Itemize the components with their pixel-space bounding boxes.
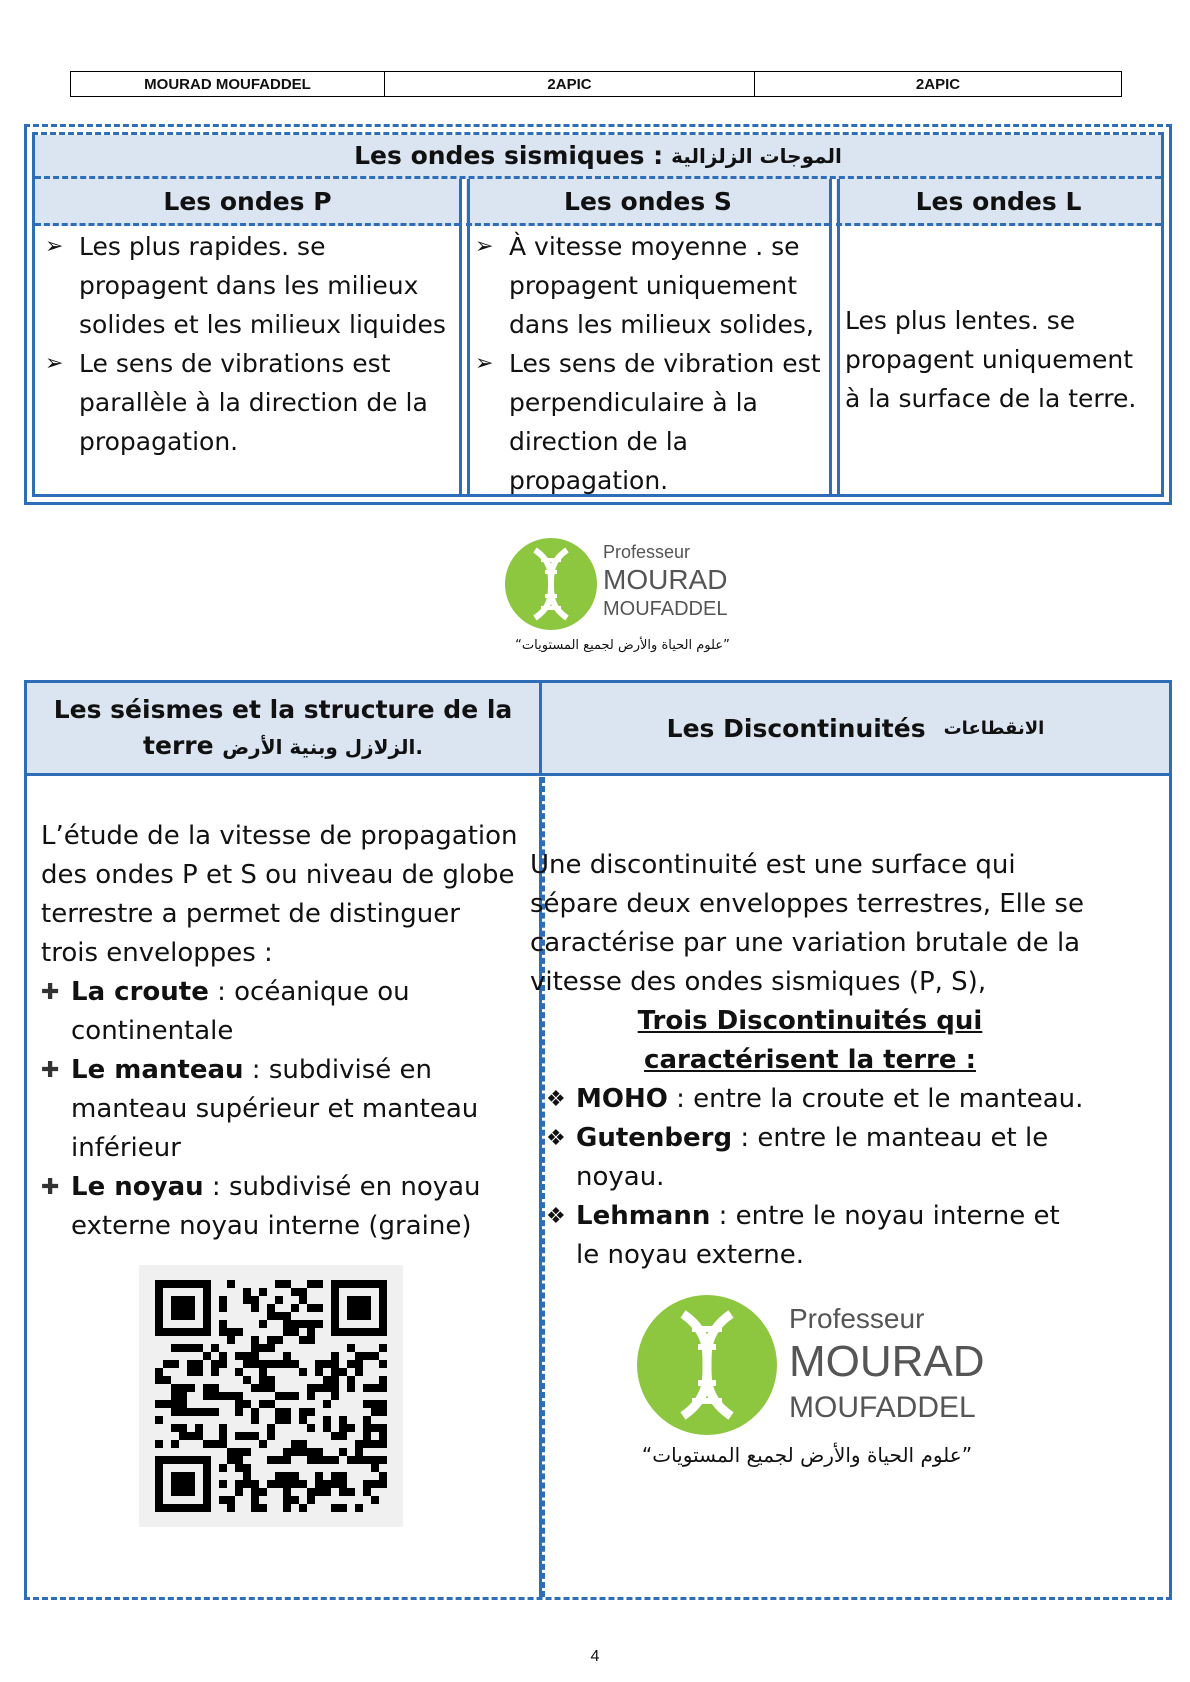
list-item: ❖ Gutenberg : entre le manteau et le noyau. bbox=[530, 1119, 1090, 1197]
logo-name: MOURAD bbox=[603, 564, 728, 595]
arrow-bullet-icon: ➢ bbox=[475, 351, 494, 376]
earth-structure-table bbox=[24, 680, 1172, 1600]
list-item: ➢ Les plus rapides. se propagent dans les milieux solides et les milieux liquides bbox=[45, 227, 455, 344]
seismic-waves-table bbox=[24, 124, 1172, 505]
discontinuities-content bbox=[530, 846, 1090, 1275]
l-waves-heading: Les ondes L bbox=[836, 179, 1161, 226]
column-divider bbox=[459, 179, 470, 494]
s-waves-content bbox=[475, 227, 825, 495]
left-heading bbox=[27, 683, 542, 773]
logo-tagline: ”علوم الحياة والأرض لجميع المستويات“ bbox=[515, 638, 730, 653]
p-waves-heading: Les ondes P bbox=[35, 179, 460, 226]
dna-logo-icon bbox=[505, 538, 597, 630]
arrow-bullet-icon: ➢ bbox=[45, 234, 64, 259]
arrow-bullet-icon: ➢ bbox=[45, 351, 64, 376]
professor-logo bbox=[505, 538, 730, 668]
layers-content bbox=[41, 817, 521, 1246]
s-waves-heading: Les ondes S bbox=[466, 179, 830, 226]
list-item: ➢ À vitesse moyenne . se propagent uniquement dans les milieux solides, bbox=[475, 227, 825, 344]
seismic-waves-title bbox=[35, 135, 1161, 179]
header-level-2: 2APIC bbox=[915, 75, 961, 93]
diamond-bullet-icon: ❖ bbox=[546, 1204, 566, 1229]
left-heading-fr: Les séismes et la structure de la terre bbox=[53, 694, 513, 760]
title-fr: Les ondes sismiques : bbox=[354, 141, 664, 170]
list-item: ✚ Le noyau : subdivisé en noyau externe noyau interne (graine) bbox=[41, 1168, 521, 1246]
list-item: ➢ Le sens de vibrations est parallèle à la direction de la propagation. bbox=[45, 344, 455, 461]
plus-bullet-icon: ✚ bbox=[41, 980, 60, 1005]
heading-separator bbox=[27, 773, 1169, 776]
column-divider bbox=[829, 179, 840, 494]
right-heading bbox=[542, 683, 1169, 773]
title-ar: الموجات الزلزالية bbox=[671, 143, 842, 168]
layers-intro: L’étude de la vitesse de propagation des ondes P et S ou niveau de globe terrestre a permet de distinguer trois enveloppes : bbox=[41, 821, 518, 968]
list-item: ❖ Lehmann : entre le noyau interne et le noyau externe. bbox=[530, 1197, 1090, 1275]
logo-name: MOURAD bbox=[789, 1337, 985, 1386]
logo-surname: MOUFADDEL bbox=[789, 1391, 976, 1424]
right-heading-fr: Les Discontinuités bbox=[666, 713, 926, 743]
list-item: ❖ MOHO : entre la croute et le manteau. bbox=[530, 1080, 1090, 1119]
l-waves-content: Les plus lentes. se propagent uniquement à la surface de la terre. bbox=[845, 306, 1137, 413]
plus-bullet-icon: ✚ bbox=[41, 1175, 60, 1200]
page-number: 4 bbox=[590, 1648, 600, 1665]
list-item: ✚ Le manteau : subdivisé en manteau supérieur et manteau inférieur bbox=[41, 1051, 521, 1168]
logo-title: Professeur bbox=[789, 1303, 925, 1334]
left-heading-ar: الزلازل وبنية الأرض. bbox=[222, 734, 423, 759]
dna-logo-icon bbox=[637, 1295, 777, 1435]
plus-bullet-icon: ✚ bbox=[41, 1058, 60, 1083]
header-table bbox=[70, 71, 1122, 97]
diamond-bullet-icon: ❖ bbox=[546, 1126, 566, 1151]
header-level-1: 2APIC bbox=[385, 72, 755, 96]
list-item: ➢ Les sens de vibration est perpendiculaire à la direction de la propagation. bbox=[475, 344, 825, 500]
p-waves-content bbox=[45, 227, 455, 492]
qr-code-image[interactable] bbox=[139, 1265, 403, 1527]
right-heading-ar: الانقطاعات bbox=[943, 717, 1045, 739]
logo-title: Professeur bbox=[603, 542, 691, 562]
discontinuities-intro: Une discontinuité est une surface qui sépare deux enveloppes terrestres, Elle se caractérise par une variation brutale de la vitesse des ondes sismiques (P, S), bbox=[530, 850, 1084, 997]
list-item: ✚ La croute : océanique ou continentale bbox=[41, 973, 521, 1051]
arrow-bullet-icon: ➢ bbox=[475, 234, 494, 259]
logo-surname: MOUFADDEL bbox=[603, 598, 728, 620]
professor-logo bbox=[617, 1295, 997, 1475]
header-author: MOURAD MOUFADDEL bbox=[71, 72, 385, 96]
discontinuities-subtitle: Trois Discontinuités qui caractérisent la terre : bbox=[637, 1006, 983, 1075]
diamond-bullet-icon: ❖ bbox=[546, 1087, 566, 1112]
logo-tagline: ”علوم الحياة والأرض لجميع المستويات“ bbox=[641, 1443, 973, 1467]
